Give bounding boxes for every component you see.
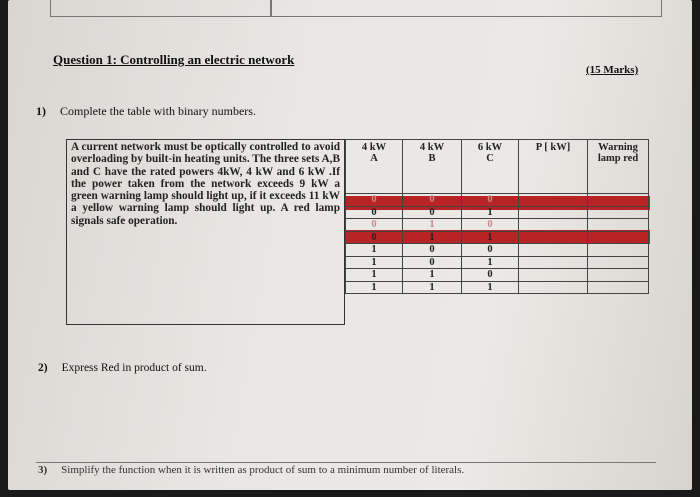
table-row — [346, 244, 649, 257]
cell-power[interactable] — [519, 231, 588, 244]
cell-b: 1 — [403, 219, 462, 232]
question-1 — [36, 104, 256, 119]
table-row — [346, 206, 649, 219]
cell-c: 1 — [462, 206, 519, 219]
truth-table — [345, 139, 649, 294]
cell-power[interactable] — [519, 219, 588, 232]
cell-lamp[interactable] — [588, 219, 649, 232]
cell-c: 0 — [462, 244, 519, 257]
cell-a: 1 — [346, 256, 403, 269]
worksheet-page — [8, 0, 692, 490]
header-c: 6 kW C — [462, 140, 519, 194]
cell-power[interactable] — [519, 256, 588, 269]
cell-c: 1 — [462, 256, 519, 269]
table-header-row — [346, 140, 649, 194]
table-row — [346, 256, 649, 269]
cell-a: 0 — [346, 194, 403, 207]
cell-c: 1 — [462, 231, 519, 244]
question-title: Question 1: Controlling an electric network — [53, 52, 295, 67]
question-2-text: Express Red in product of sum. — [61, 362, 207, 374]
cell-lamp[interactable] — [588, 244, 649, 257]
question-3-text: Simplify the function when it is written as product of sum to a minimum number of literals. — [61, 464, 465, 476]
table-row — [346, 219, 649, 232]
cell-lamp[interactable] — [588, 194, 649, 207]
cell-a: 1 — [346, 244, 403, 257]
cell-a: 0 — [346, 206, 403, 219]
problem-description: A current network must be optically controlled to avoid overloading by built-in heating units. The three sets A,B and C have the rated powers 4kW, 4 kW and 6 kW .If the power taken from the network exceeds 9 kW a green warning lamp should light up, if it exceeds 11 kW a yellow warning lamp should light up. A red lamp signals safe operation. — [66, 139, 345, 325]
header-power: P [ kW] — [519, 140, 588, 194]
cell-power[interactable] — [519, 206, 588, 219]
table-row — [346, 231, 649, 244]
cell-c: 0 — [462, 194, 519, 207]
cell-lamp[interactable] — [588, 281, 649, 294]
top-frame-right — [270, 0, 662, 17]
cell-a: 0 — [346, 219, 403, 232]
cell-lamp[interactable] — [588, 231, 649, 244]
table-row — [346, 281, 649, 294]
cell-a: 0 — [346, 231, 403, 244]
cell-b: 1 — [403, 269, 462, 282]
cell-b: 1 — [403, 231, 462, 244]
cell-c: 0 — [462, 219, 519, 232]
question-1-number: 1) — [36, 104, 46, 118]
cell-lamp[interactable] — [588, 269, 649, 282]
header-warning-lamp: Warning lamp red — [588, 140, 649, 194]
header-a: 4 kW A — [346, 140, 403, 194]
cell-power[interactable] — [519, 194, 588, 207]
table-row — [346, 269, 649, 282]
top-frame-left — [50, 0, 272, 17]
cell-lamp[interactable] — [588, 206, 649, 219]
marks-label: (15 Marks) — [586, 64, 639, 76]
question-2-number: 2) — [38, 362, 48, 374]
cell-b: 0 — [403, 256, 462, 269]
truth-table-area — [66, 139, 650, 329]
cell-c: 0 — [462, 269, 519, 282]
cell-power[interactable] — [519, 281, 588, 294]
question-2 — [38, 362, 207, 374]
cell-a: 1 — [346, 269, 403, 282]
table-row — [346, 194, 649, 207]
cell-b: 0 — [403, 206, 462, 219]
cell-b: 0 — [403, 244, 462, 257]
cell-b: 0 — [403, 194, 462, 207]
cell-b: 1 — [403, 281, 462, 294]
header-b: 4 kW B — [403, 140, 462, 194]
cell-power[interactable] — [519, 269, 588, 282]
question-3 — [38, 464, 464, 476]
section-divider — [36, 462, 656, 463]
question-1-text: Complete the table with binary numbers. — [60, 104, 256, 118]
cell-a: 1 — [346, 281, 403, 294]
cell-power[interactable] — [519, 244, 588, 257]
cell-lamp[interactable] — [588, 256, 649, 269]
question-3-number: 3) — [38, 464, 48, 476]
cell-c: 1 — [462, 281, 519, 294]
